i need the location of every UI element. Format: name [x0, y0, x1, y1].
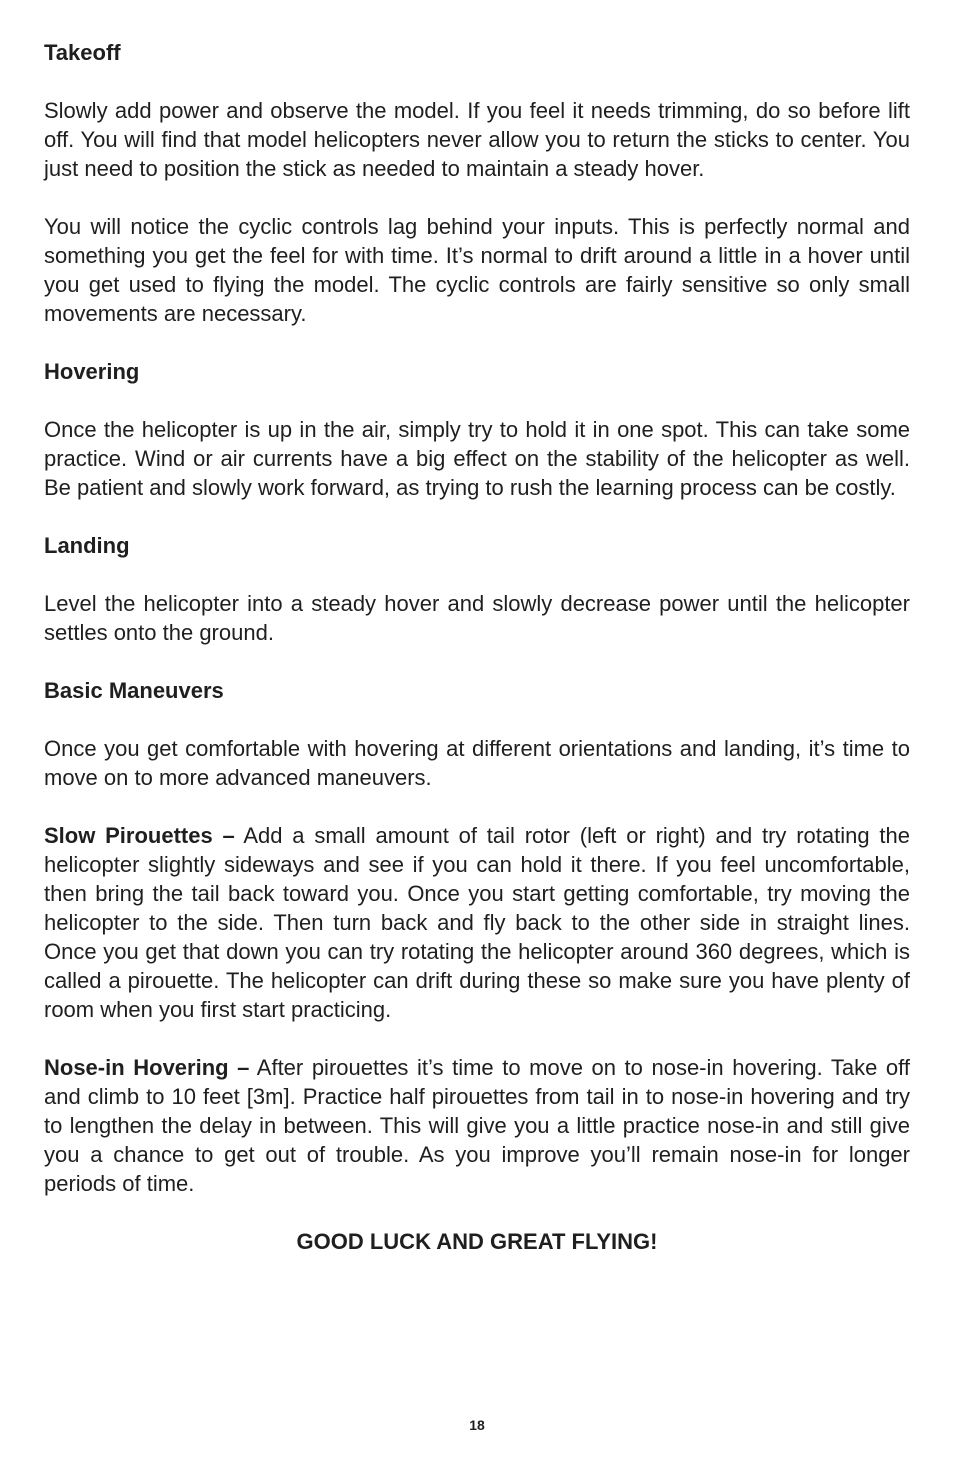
heading-takeoff: Takeoff [44, 40, 121, 65]
slow-pirouettes-lead: Slow Pirouettes – [44, 823, 235, 848]
manual-page [44, 38, 910, 1256]
nose-in-hovering-text: After pirouettes it’s time to move on to nose-in hovering. Take off and climb to 10 feet [3m]. Practice half pirouettes from tail in to nose-in hovering and try to lengthen the delay in between. This will give you a little practice nose-in and still give you a chance to get out of trouble. As you improve you’ll remain nose-in for longer periods of time. [44, 1055, 910, 1196]
heading-landing: Landing [44, 533, 130, 558]
slow-pirouettes-text: Add a small amount of tail rotor (left or right) and try rotating the helicopter slightly sideways and see if you can hold it there. If you feel uncomfortable, then bring the tail back toward you. Once you start getting comfortable, try moving the helicopter to the side. Then turn back and fly back to the other side in straight lines. Once you get that down you can try rotating the helicopter around 360 degrees, which is called a pirouette. The helicopter can drift during these so make sure you have plenty of room when you first start practicing. [44, 823, 910, 1022]
closing-line: GOOD LUCK AND GREAT FLYING! [296, 1229, 658, 1254]
heading-basic-maneuvers: Basic Maneuvers [44, 678, 224, 703]
paragraph-nose-in-hovering [44, 1053, 910, 1198]
paragraph-slow-pirouettes [44, 821, 910, 1024]
page-number: 18 [469, 1417, 485, 1433]
heading-hovering: Hovering [44, 359, 140, 384]
nose-in-hovering-lead: Nose-in Hovering – [44, 1055, 250, 1080]
paragraph-takeoff-1: Slowly add power and observe the model. If you feel it needs trimming, do so before lift off. You will find that model helicopters never allow you to return the sticks to center. You just need to position the stick as needed to maintain a steady hover. [44, 98, 910, 181]
paragraph-takeoff-2: You will notice the cyclic controls lag behind your inputs. This is perfectly normal and something you get the feel for with time. It’s normal to drift around a little in a hover until you get used to flying the model. The cyclic controls are fairly sensitive so only small movements are necessary. [44, 214, 910, 326]
paragraph-landing-1: Level the helicopter into a steady hover and slowly decrease power until the helicopter settles onto the ground. [44, 591, 910, 645]
paragraph-basic-maneuvers-1: Once you get comfortable with hovering at different orientations and landing, it’s time to move on to more advanced maneuvers. [44, 736, 910, 790]
paragraph-hovering-1: Once the helicopter is up in the air, simply try to hold it in one spot. This can take some practice. Wind or air currents have a big effect on the stability of the helicopter as well. Be patient and slowly work forward, as trying to rush the learning process can be costly. [44, 417, 910, 500]
